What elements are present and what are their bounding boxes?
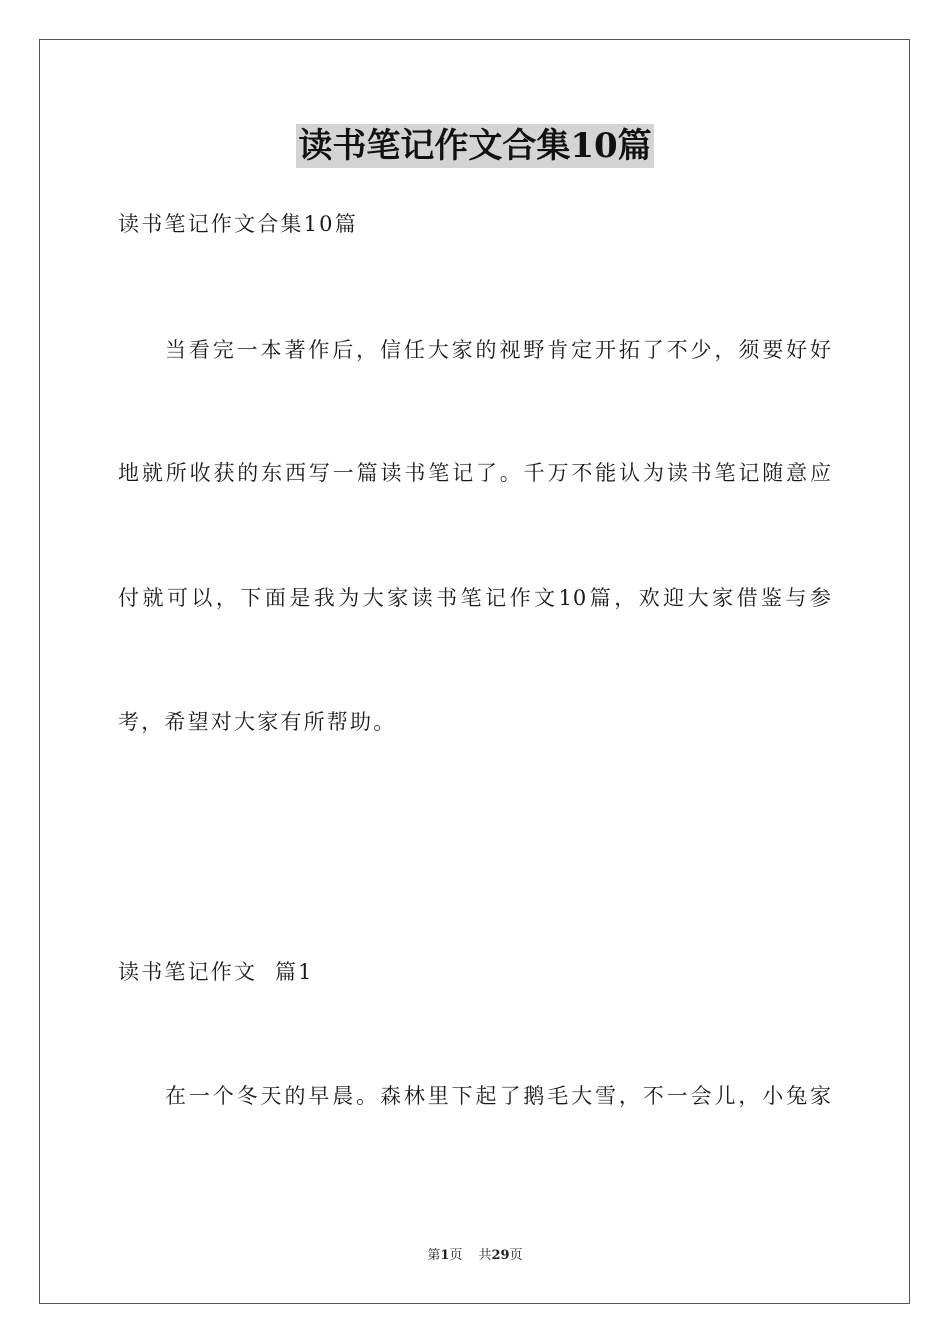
total-suffix: 页 <box>509 1248 523 1263</box>
page-current: 1 <box>440 1248 450 1263</box>
document-title: 读书笔记作文合集10篇 <box>298 126 652 166</box>
page-total: 29 <box>491 1248 510 1263</box>
title-container <box>0 124 950 168</box>
intro-line-2: 地就所收获的东西写一篇读书笔记了。千万不能认为读书笔记随意应 <box>118 461 832 485</box>
section-heading: 读书笔记作文 篇1 <box>118 960 314 984</box>
page-footer <box>0 1246 950 1266</box>
page-suffix: 页 <box>449 1248 463 1263</box>
section-line-1: 在一个冬天的早晨。森林里下起了鹅毛大雪，不一会儿，小兔家 <box>165 1084 832 1108</box>
intro-line-1: 当看完一本著作后，信任大家的视野肯定开拓了不少，须要好好 <box>165 338 832 362</box>
intro-line-3: 付就可以，下面是我为大家读书笔记作文10篇，欢迎大家借鉴与参 <box>118 586 832 610</box>
total-prefix: 共 <box>478 1248 492 1263</box>
intro-line-4: 考，希望对大家有所帮助。 <box>118 710 397 734</box>
page-prefix: 第 <box>427 1248 441 1263</box>
document-subtitle: 读书笔记作文合集10篇 <box>118 212 358 236</box>
